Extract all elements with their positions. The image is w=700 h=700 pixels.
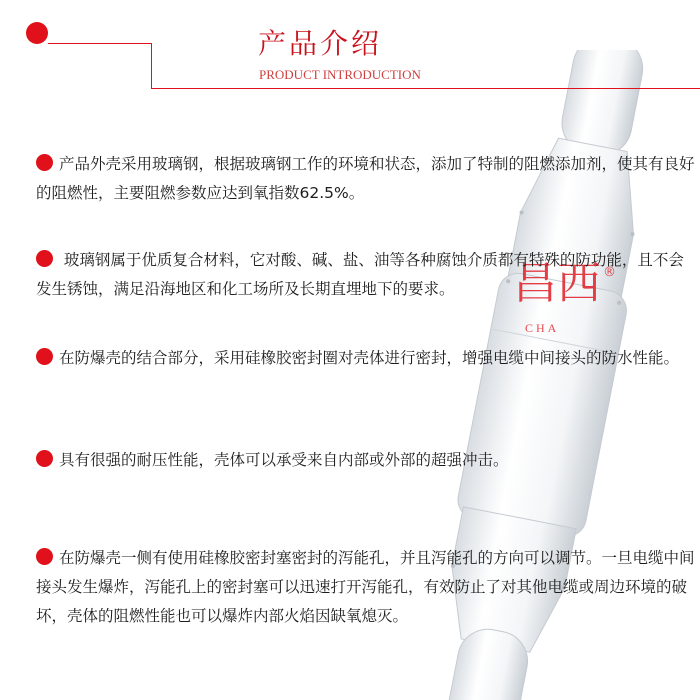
feature-text-4: 具有很强的耐压性能，壳体可以承受来自内部或外部的超强冲击。 — [59, 451, 509, 469]
watermark-brand: 昌西 — [513, 258, 601, 309]
feature-paragraph-3 — [36, 344, 696, 373]
feature-text-1: 产品外壳采用玻璃钢，根据玻璃钢工作的环境和状态，添加了特制的阻燃添加剂，使其有良好的阻燃性，主要阻燃参数应达到氧指数62.5%。 — [36, 155, 695, 202]
feature-paragraph-4 — [36, 446, 696, 475]
bullet-dot-icon — [36, 548, 53, 565]
header-rule-vertical — [151, 43, 152, 89]
feature-paragraph-1 — [36, 150, 696, 208]
header-rule-bottom — [151, 88, 700, 89]
bullet-dot-icon — [36, 348, 53, 365]
feature-text-2: 玻璃钢属于优质复合材料，它对酸、碱、盐、油等各种腐蚀介质都有特殊的防功能，且不会发生锈蚀，满足沿海地区和化工场所及长期直埋地下的要求。 — [36, 251, 684, 298]
bullet-dot-icon — [36, 450, 53, 467]
header-rule-top — [48, 43, 152, 44]
feature-text-3: 在防爆壳的结合部分，采用硅橡胶密封圈对壳体进行密封，增强电缆中间接头的防水性能。 — [59, 349, 680, 367]
page-subtitle: PRODUCT INTRODUCTION — [259, 67, 421, 82]
feature-paragraph-5 — [36, 544, 696, 631]
bullet-dot-icon — [36, 250, 53, 267]
header-dot — [26, 22, 48, 44]
watermark-registered: ® — [603, 265, 616, 280]
feature-paragraph-2 — [36, 246, 696, 304]
bullet-dot-icon — [36, 154, 53, 171]
watermark-latin: CHA — [525, 321, 560, 335]
page-title: 产品介绍 — [258, 27, 383, 60]
feature-text-5: 在防爆壳一侧有使用硅橡胶密封塞密封的泻能孔，并且泻能孔的方向可以调节。一旦电缆中间接头发生爆炸，泻能孔上的密封塞可以迅速打开泻能孔，有效防止了对其他电缆或周边环境的破坏，壳体的阻燃性能也可以爆炸内部火焰因缺氧熄灭。 — [36, 549, 695, 625]
